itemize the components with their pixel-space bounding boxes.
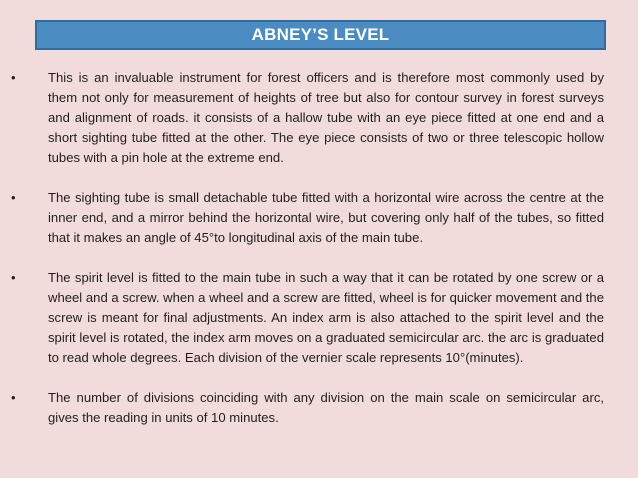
- bullet-list: [0, 68, 638, 448]
- bullet-item: [0, 188, 638, 248]
- bullet-dot-icon: •: [11, 390, 16, 405]
- bullet-dot-icon: •: [11, 70, 16, 85]
- bullet-dot-icon: •: [11, 270, 16, 285]
- bullet-text: This is an invaluable instrument for forest officers and is therefore most commonly used by them not only for measurement of heights of tree but also for contour survey in forest surveys and alignment of roads. it consists of a hallow tube with an eye piece fitted at one end and a short sighting tube fitted at the other. The eye piece consists of two or three telescopic hollow tubes with a pin hole at the extreme end.: [48, 70, 604, 165]
- slide-title: ABNEY’S LEVEL: [251, 25, 390, 44]
- bullet-text: The sighting tube is small detachable tube fitted with a horizontal wire across the centre at the inner end, and a mirror behind the horizontal wire, but covering only half of the tubes, so fitted that it makes an angle of 45°to longitudinal axis of the main tube.: [48, 190, 604, 245]
- bullet-item: [0, 388, 638, 428]
- bullet-item: [0, 268, 638, 368]
- bullet-dot-icon: •: [11, 190, 16, 205]
- title-banner: [35, 20, 606, 50]
- bullet-item: [0, 68, 638, 168]
- bullet-text: The spirit level is fitted to the main tube in such a way that it can be rotated by one screw or a wheel and a screw. when a wheel and a screw are fitted, wheel is for quicker movement and the screw is meant for final adjustments. An index arm is also attached to the spirit level and the spirit level is rotated, the index arm moves on a graduated semicircular arc. the arc is graduated to read whole degrees. Each division of the vernier scale represents 10°(minutes).: [48, 270, 604, 365]
- bullet-text: The number of divisions coinciding with any division on the main scale on semicircular arc, gives the reading in units of 10 minutes.: [48, 390, 604, 425]
